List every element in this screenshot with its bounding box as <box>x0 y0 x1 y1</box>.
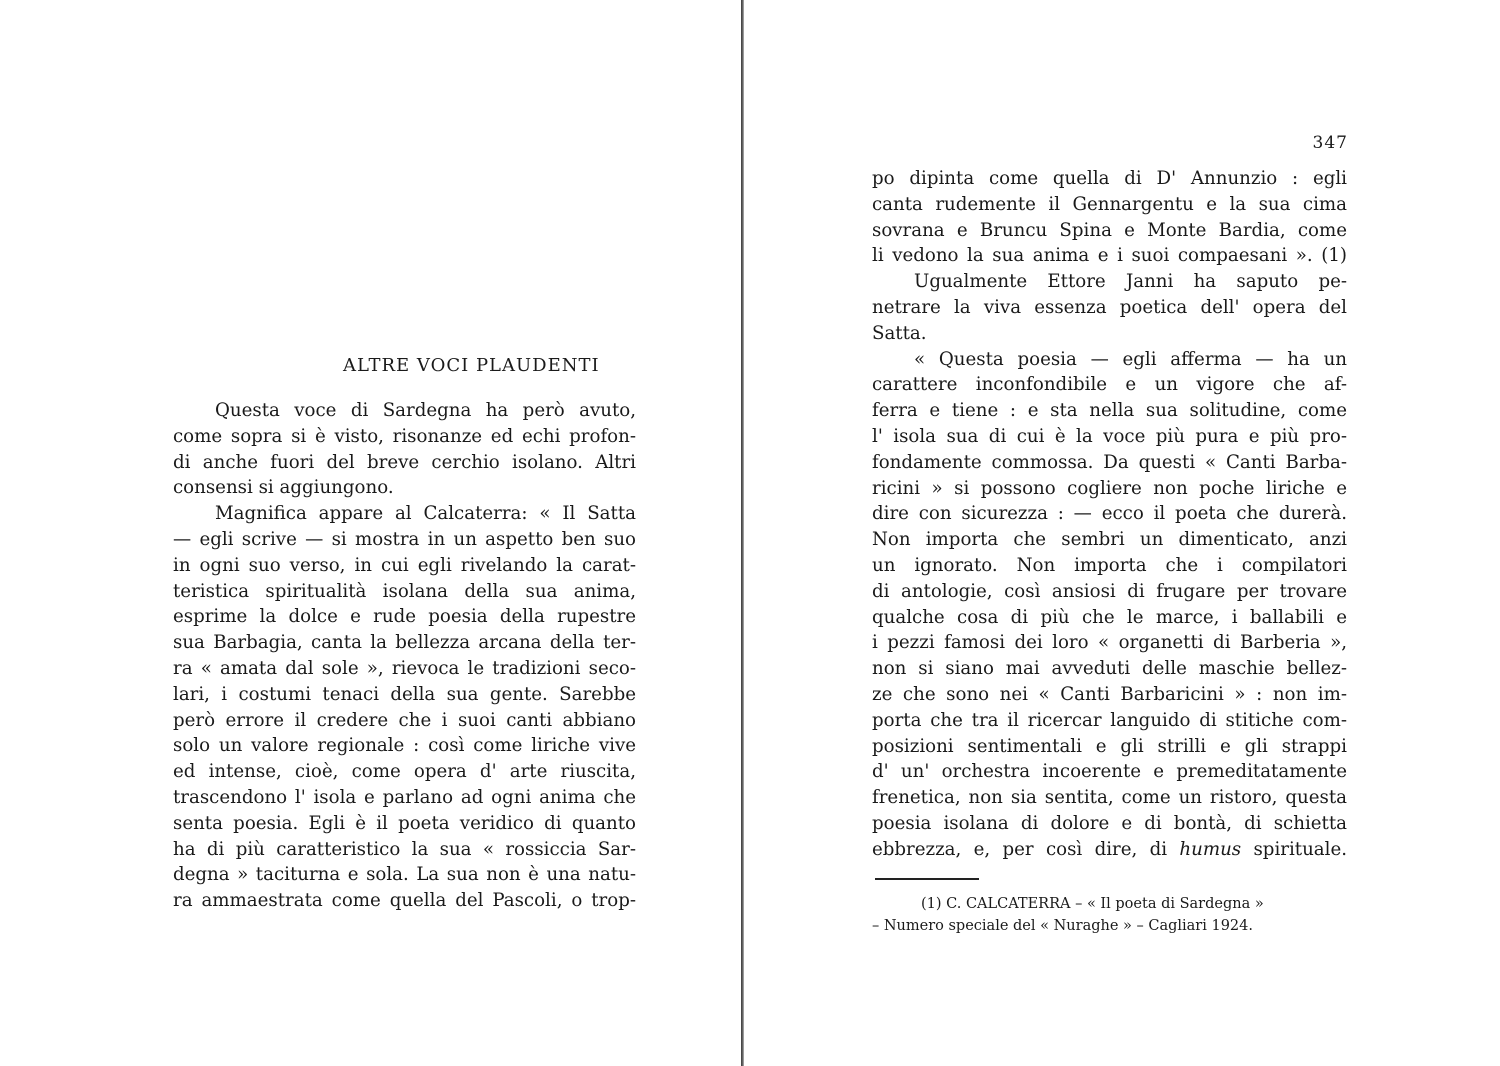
text-line: l' isola sua di cui è la voce più pura e più pro- <box>872 425 1347 447</box>
text-line: non si siano mai avveduti delle maschie bellez- <box>872 658 1347 680</box>
text-line: qualche cosa di più che le marce, i ballabili e <box>872 606 1347 628</box>
text-line: un ignorato. Non importa che i compilatori <box>872 554 1347 576</box>
text-line: po dipinta come quella di D' Annunzio : egli <box>872 168 1347 189</box>
text-line: Non importa che sembri un dimenticato, anzi <box>872 529 1347 551</box>
text-line: consensi si aggiungono. <box>173 477 394 499</box>
text-line: i pezzi famosi dei loro « organetti di Barberia », <box>872 632 1347 654</box>
text-line: solo un valore regionale : così come liriche vive <box>173 735 636 757</box>
text-line: posizioni sentimentali e gli strilli e gli strappi <box>872 735 1347 757</box>
chapter-heading: ALTRE VOCI PLAUDENTI <box>343 355 600 376</box>
text-line: carattere inconfondibile e un vigore che af- <box>872 374 1347 396</box>
text-line: lari, i costumi tenaci della sua gente. Sarebbe <box>173 683 636 705</box>
text-line: ra « amata dal sole », rievoca le tradizioni seco- <box>173 657 636 679</box>
text-line: ze che sono nei « Canti Barbaricini » : non im- <box>872 683 1347 705</box>
text-line: d' un' orchestra incoerente e premeditatamente <box>872 761 1347 783</box>
text-line: fondamente commossa. Da questi « Canti Barba- <box>872 451 1347 473</box>
footnote-rule <box>875 878 979 880</box>
text-line: ra ammaestrata come quella del Pascoli, o trop- <box>173 890 636 912</box>
text-line: di anche fuori del breve cerchio isolano. Altri <box>173 451 636 473</box>
text-line: ferra e tiene : e sta nella sua solitudine, come <box>872 400 1347 422</box>
text-line: di antologie, così ansiosi di frugare per trovare <box>872 580 1347 602</box>
text-line: « Questa poesia — egli afferma — ha un <box>914 348 1347 370</box>
italic-word: humus <box>1179 838 1242 860</box>
right-page-body <box>872 166 1347 863</box>
text-line: — egli scrive — si mostra in un aspetto ben suo <box>173 528 636 550</box>
text-line: ricini » si possono cogliere non poche liriche e <box>872 477 1347 499</box>
text-line: sua Barbagia, canta la bellezza arcana della ter- <box>173 632 636 654</box>
text-line: Questa voce di Sardegna ha però avuto, <box>215 400 636 421</box>
footnote-line-2: – Numero speciale del « Nuraghe » – Cagliari 1924. <box>872 918 1253 934</box>
text-line: Magnifica appare al Calcaterra: « Il Satta <box>215 503 636 525</box>
text-line: degna » taciturna e sola. La sua non è una natu- <box>173 864 636 886</box>
left-page <box>0 0 741 1066</box>
text-line: Ugualmente Ettore Janni ha saputo pe- <box>914 271 1347 293</box>
text-line: porta che tra il ricercar languido di stitiche com- <box>872 709 1347 731</box>
text-line: canta rudemente il Gennargentu e la sua cima <box>872 193 1347 215</box>
text-line: ha di più caratteristico la sua « rossiccia Sar- <box>173 838 636 860</box>
text-line: però errore il credere che i suoi canti abbiano <box>173 709 636 731</box>
text-line: Satta. <box>872 322 927 344</box>
text-line: ed intense, cioè, come opera d' arte riuscita, <box>173 761 636 783</box>
text-line: teristica spiritualità isolana della sua anima, <box>173 580 636 602</box>
text-line: come sopra si è visto, risonanze ed echi profon- <box>173 425 636 447</box>
left-page-body <box>173 398 636 914</box>
text-line: frenetica, non sia sentita, come un ristoro, questa <box>872 787 1347 809</box>
text-line: li vedono la sua anima e i suoi compaesani ». (1) <box>872 245 1347 267</box>
text-line: poesia isolana di dolore e di bontà, di schietta <box>872 812 1347 834</box>
footnote <box>872 893 1342 937</box>
text-line: netrare la viva essenza poetica dell' opera del <box>872 296 1347 318</box>
footnote-line-1: (1) C. CALCATERRA – « Il poeta di Sardegna » <box>921 896 1264 912</box>
page-number: 347 <box>1312 133 1348 153</box>
text-line: dire con sicurezza : — ecco il poeta che durerà. <box>872 503 1347 525</box>
right-page <box>744 0 1500 1066</box>
text-line: senta poesia. Egli è il poeta veridico di quanto <box>173 812 636 834</box>
text-line: in ogni suo verso, in cui egli rivelando la carat- <box>173 554 636 576</box>
text-line: sovrana e Bruncu Spina e Monte Bardia, come <box>872 219 1347 241</box>
text-line: esprime la dolce e rude poesia della rupestre <box>173 606 636 628</box>
text-line: ebbrezza, e, per così dire, di humus spirituale. <box>872 838 1348 860</box>
text-line: trascendono l' isola e parlano ad ogni anima che <box>173 786 636 808</box>
